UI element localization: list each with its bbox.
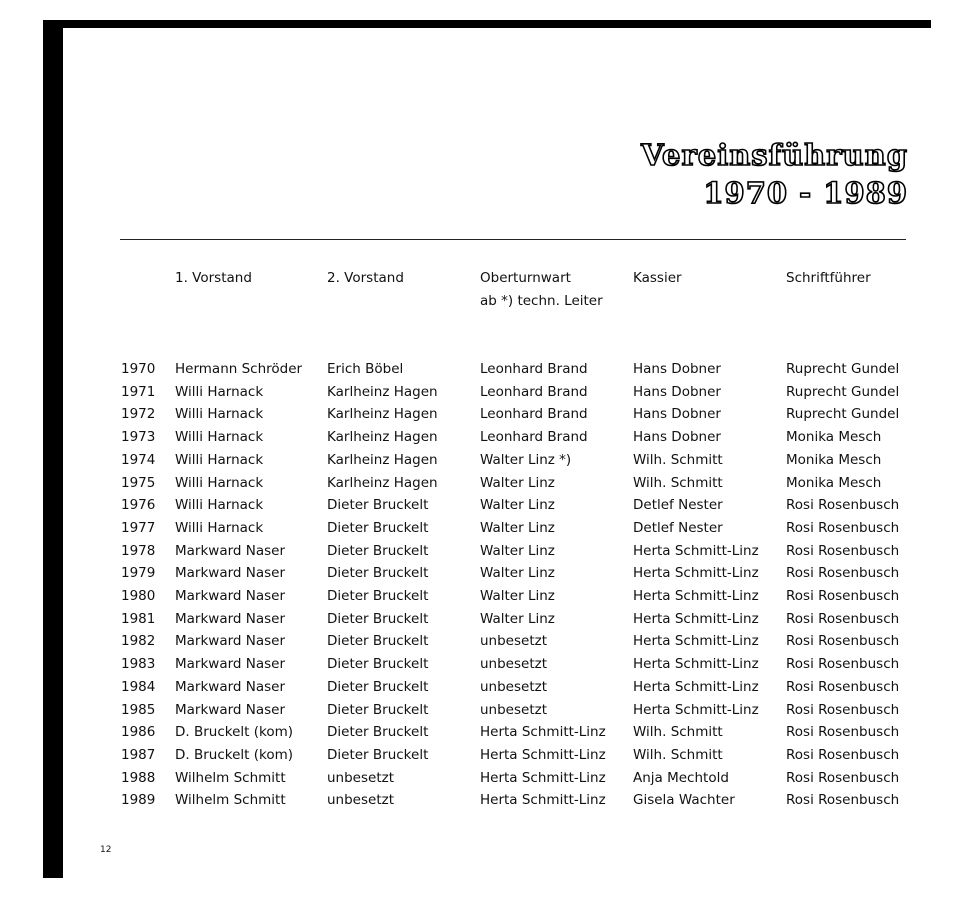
cell-ob: Leonhard Brand — [480, 361, 588, 377]
cell-v1: Markward Naser — [175, 656, 286, 673]
cell-v2: unbesetzt — [327, 769, 394, 786]
cell-sf: Rosi Rosenbusch — [786, 497, 900, 514]
cell-v1: Markward Naser — [175, 610, 286, 627]
table-row — [0, 475, 974, 491]
table-row — [0, 452, 974, 468]
cell-year: 1989 — [121, 792, 156, 809]
table-row — [0, 679, 974, 695]
cell-ka: Detlef Nester — [633, 519, 723, 536]
cell-year: 1987 — [121, 746, 156, 763]
cell-year: 1973 — [121, 429, 156, 446]
cell-year: 1971 — [121, 383, 156, 400]
cell-ka: Herta Schmitt-Linz — [633, 633, 759, 650]
cell-v2: Dieter Bruckelt — [327, 610, 429, 627]
cell-year: 1975 — [121, 474, 156, 491]
cell-sf: Rosi Rosenbusch — [786, 769, 900, 786]
cell-ob: Herta Schmitt-Linz — [480, 769, 606, 786]
cell-v1: Willi Harnack — [175, 383, 264, 400]
page-number: 12 — [100, 845, 112, 855]
cell-year: 1974 — [121, 451, 156, 468]
cell-v2: Karlheinz Hagen — [327, 451, 438, 468]
cell-v2: Karlheinz Hagen — [327, 406, 438, 423]
cell-ob: Herta Schmitt-Linz — [480, 746, 606, 763]
cell-ka: Herta Schmitt-Linz — [633, 678, 759, 695]
cell-sf: Rosi Rosenbusch — [786, 656, 900, 673]
cell-ob: Walter Linz *) — [480, 451, 572, 468]
header-schriftfuehrer: Schriftführer — [786, 270, 871, 286]
cell-ka: Herta Schmitt-Linz — [633, 542, 759, 559]
cell-v1: Markward Naser — [175, 565, 286, 582]
cell-v1: Willi Harnack — [175, 406, 264, 423]
cell-ob: Leonhard Brand — [480, 383, 588, 400]
cell-sf: Monika Mesch — [786, 451, 882, 468]
cell-v2: Karlheinz Hagen — [327, 429, 438, 446]
cell-year: 1982 — [121, 633, 156, 650]
cell-v2: Dieter Bruckelt — [327, 633, 429, 650]
cell-v1: Willi Harnack — [175, 474, 264, 491]
cell-year: 1985 — [121, 701, 156, 718]
cell-v1: Markward Naser — [175, 701, 286, 718]
cell-year: 1970 — [121, 361, 156, 377]
cell-v2: Dieter Bruckelt — [327, 519, 429, 536]
cell-ob: Walter Linz — [480, 610, 555, 627]
cell-ka: Herta Schmitt-Linz — [633, 701, 759, 718]
cell-sf: Rosi Rosenbusch — [786, 724, 900, 741]
cell-v2: Dieter Bruckelt — [327, 724, 429, 741]
title-line-2: 1970 - 1989 — [703, 176, 908, 210]
cell-sf: Rosi Rosenbusch — [786, 542, 900, 559]
cell-sf: Ruprecht Gundel — [786, 383, 900, 400]
cell-v1: D. Bruckelt (kom) — [175, 724, 294, 741]
cell-v1: Markward Naser — [175, 542, 286, 559]
header-oberturnwart-note: ab *) techn. Leiter — [480, 293, 603, 309]
table-row — [0, 770, 974, 786]
table-row — [0, 792, 974, 808]
cell-year: 1983 — [121, 656, 156, 673]
page-title — [641, 136, 908, 212]
cell-sf: Rosi Rosenbusch — [786, 565, 900, 582]
cell-sf: Ruprecht Gundel — [786, 406, 900, 423]
header-2-vorstand: 2. Vorstand — [327, 270, 404, 286]
cell-sf: Rosi Rosenbusch — [786, 678, 900, 695]
cell-v2: Dieter Bruckelt — [327, 588, 429, 604]
table-row — [0, 543, 974, 559]
cell-ka: Detlef Nester — [633, 497, 723, 514]
cell-year: 1981 — [121, 610, 156, 627]
cell-ka: Herta Schmitt-Linz — [633, 610, 759, 627]
cell-ob: Walter Linz — [480, 565, 555, 582]
cell-ka: Hans Dobner — [633, 361, 721, 377]
cell-year: 1979 — [121, 565, 156, 582]
cell-v2: Dieter Bruckelt — [327, 678, 429, 695]
cell-sf: Rosi Rosenbusch — [786, 792, 900, 809]
header-divider — [120, 239, 906, 240]
table-row — [0, 588, 974, 604]
cell-v2: Dieter Bruckelt — [327, 542, 429, 559]
table-row — [0, 429, 974, 445]
cell-ka: Hans Dobner — [633, 429, 721, 446]
table-row — [0, 702, 974, 718]
cell-year: 1984 — [121, 678, 156, 695]
table-row — [0, 633, 974, 649]
table-row — [0, 724, 974, 740]
cell-ob: unbesetzt — [480, 633, 547, 650]
cell-sf: Rosi Rosenbusch — [786, 746, 900, 763]
table-row — [0, 361, 974, 377]
title-line-1: Vereinsführung — [641, 138, 908, 172]
cell-v2: Karlheinz Hagen — [327, 383, 438, 400]
cell-v1: Willi Harnack — [175, 519, 264, 536]
table-row — [0, 384, 974, 400]
cell-ob: Walter Linz — [480, 588, 555, 604]
cell-ob: Herta Schmitt-Linz — [480, 724, 606, 741]
table-row — [0, 565, 974, 581]
cell-v2: Erich Böbel — [327, 361, 404, 377]
cell-year: 1986 — [121, 724, 156, 741]
cell-year: 1980 — [121, 588, 156, 604]
cell-ka: Herta Schmitt-Linz — [633, 588, 759, 604]
cell-ka: Hans Dobner — [633, 406, 721, 423]
cell-ob: Herta Schmitt-Linz — [480, 792, 606, 809]
cell-v2: Dieter Bruckelt — [327, 497, 429, 514]
cell-sf: Rosi Rosenbusch — [786, 519, 900, 536]
cell-v1: Markward Naser — [175, 678, 286, 695]
cell-ka: Wilh. Schmitt — [633, 746, 723, 763]
cell-v1: Markward Naser — [175, 633, 286, 650]
cell-ob: Walter Linz — [480, 474, 555, 491]
cell-v1: Willi Harnack — [175, 497, 264, 514]
table-row — [0, 406, 974, 422]
cell-v2: Dieter Bruckelt — [327, 746, 429, 763]
header-kassier: Kassier — [633, 270, 682, 286]
cell-ob: unbesetzt — [480, 678, 547, 695]
header-1-vorstand: 1. Vorstand — [175, 270, 252, 286]
cell-sf: Monika Mesch — [786, 474, 882, 491]
cell-v1: Markward Naser — [175, 588, 286, 604]
cell-sf: Monika Mesch — [786, 429, 882, 446]
header-oberturnwart: Oberturnwart — [480, 270, 571, 286]
cell-v2: Dieter Bruckelt — [327, 656, 429, 673]
cell-v1: Willi Harnack — [175, 451, 264, 468]
cell-v1: Hermann Schröder — [175, 361, 303, 377]
cell-sf: Rosi Rosenbusch — [786, 610, 900, 627]
table-row — [0, 520, 974, 536]
cell-sf: Rosi Rosenbusch — [786, 701, 900, 718]
cell-ka: Hans Dobner — [633, 383, 721, 400]
cell-year: 1977 — [121, 519, 156, 536]
cell-sf: Rosi Rosenbusch — [786, 588, 900, 604]
cell-v2: Karlheinz Hagen — [327, 474, 438, 491]
cell-ob: Walter Linz — [480, 542, 555, 559]
cell-ka: Anja Mechtold — [633, 769, 729, 786]
table-row — [0, 747, 974, 763]
cell-year: 1976 — [121, 497, 156, 514]
cell-ka: Wilh. Schmitt — [633, 724, 723, 741]
cell-ob: unbesetzt — [480, 656, 547, 673]
cell-sf: Rosi Rosenbusch — [786, 633, 900, 650]
table-row — [0, 497, 974, 513]
cell-ob: Walter Linz — [480, 497, 555, 514]
cell-ob: Leonhard Brand — [480, 429, 588, 446]
cell-year: 1988 — [121, 769, 156, 786]
cell-ka: Wilh. Schmitt — [633, 474, 723, 491]
cell-v2: Dieter Bruckelt — [327, 565, 429, 582]
table-row — [0, 611, 974, 627]
table-row — [0, 656, 974, 672]
cell-v1: Wilhelm Schmitt — [175, 792, 286, 809]
cell-year: 1972 — [121, 406, 156, 423]
cell-sf: Ruprecht Gundel — [786, 361, 900, 377]
cell-ob: unbesetzt — [480, 701, 547, 718]
top-border-bar — [43, 20, 931, 28]
cell-ka: Herta Schmitt-Linz — [633, 656, 759, 673]
cell-v1: Wilhelm Schmitt — [175, 769, 286, 786]
cell-ka: Wilh. Schmitt — [633, 451, 723, 468]
cell-v1: Willi Harnack — [175, 429, 264, 446]
cell-v1: D. Bruckelt (kom) — [175, 746, 294, 763]
cell-ka: Gisela Wachter — [633, 792, 735, 809]
cell-year: 1978 — [121, 542, 156, 559]
cell-ka: Herta Schmitt-Linz — [633, 565, 759, 582]
cell-ob: Leonhard Brand — [480, 406, 588, 423]
cell-v2: unbesetzt — [327, 792, 394, 809]
cell-v2: Dieter Bruckelt — [327, 701, 429, 718]
cell-ob: Walter Linz — [480, 519, 555, 536]
